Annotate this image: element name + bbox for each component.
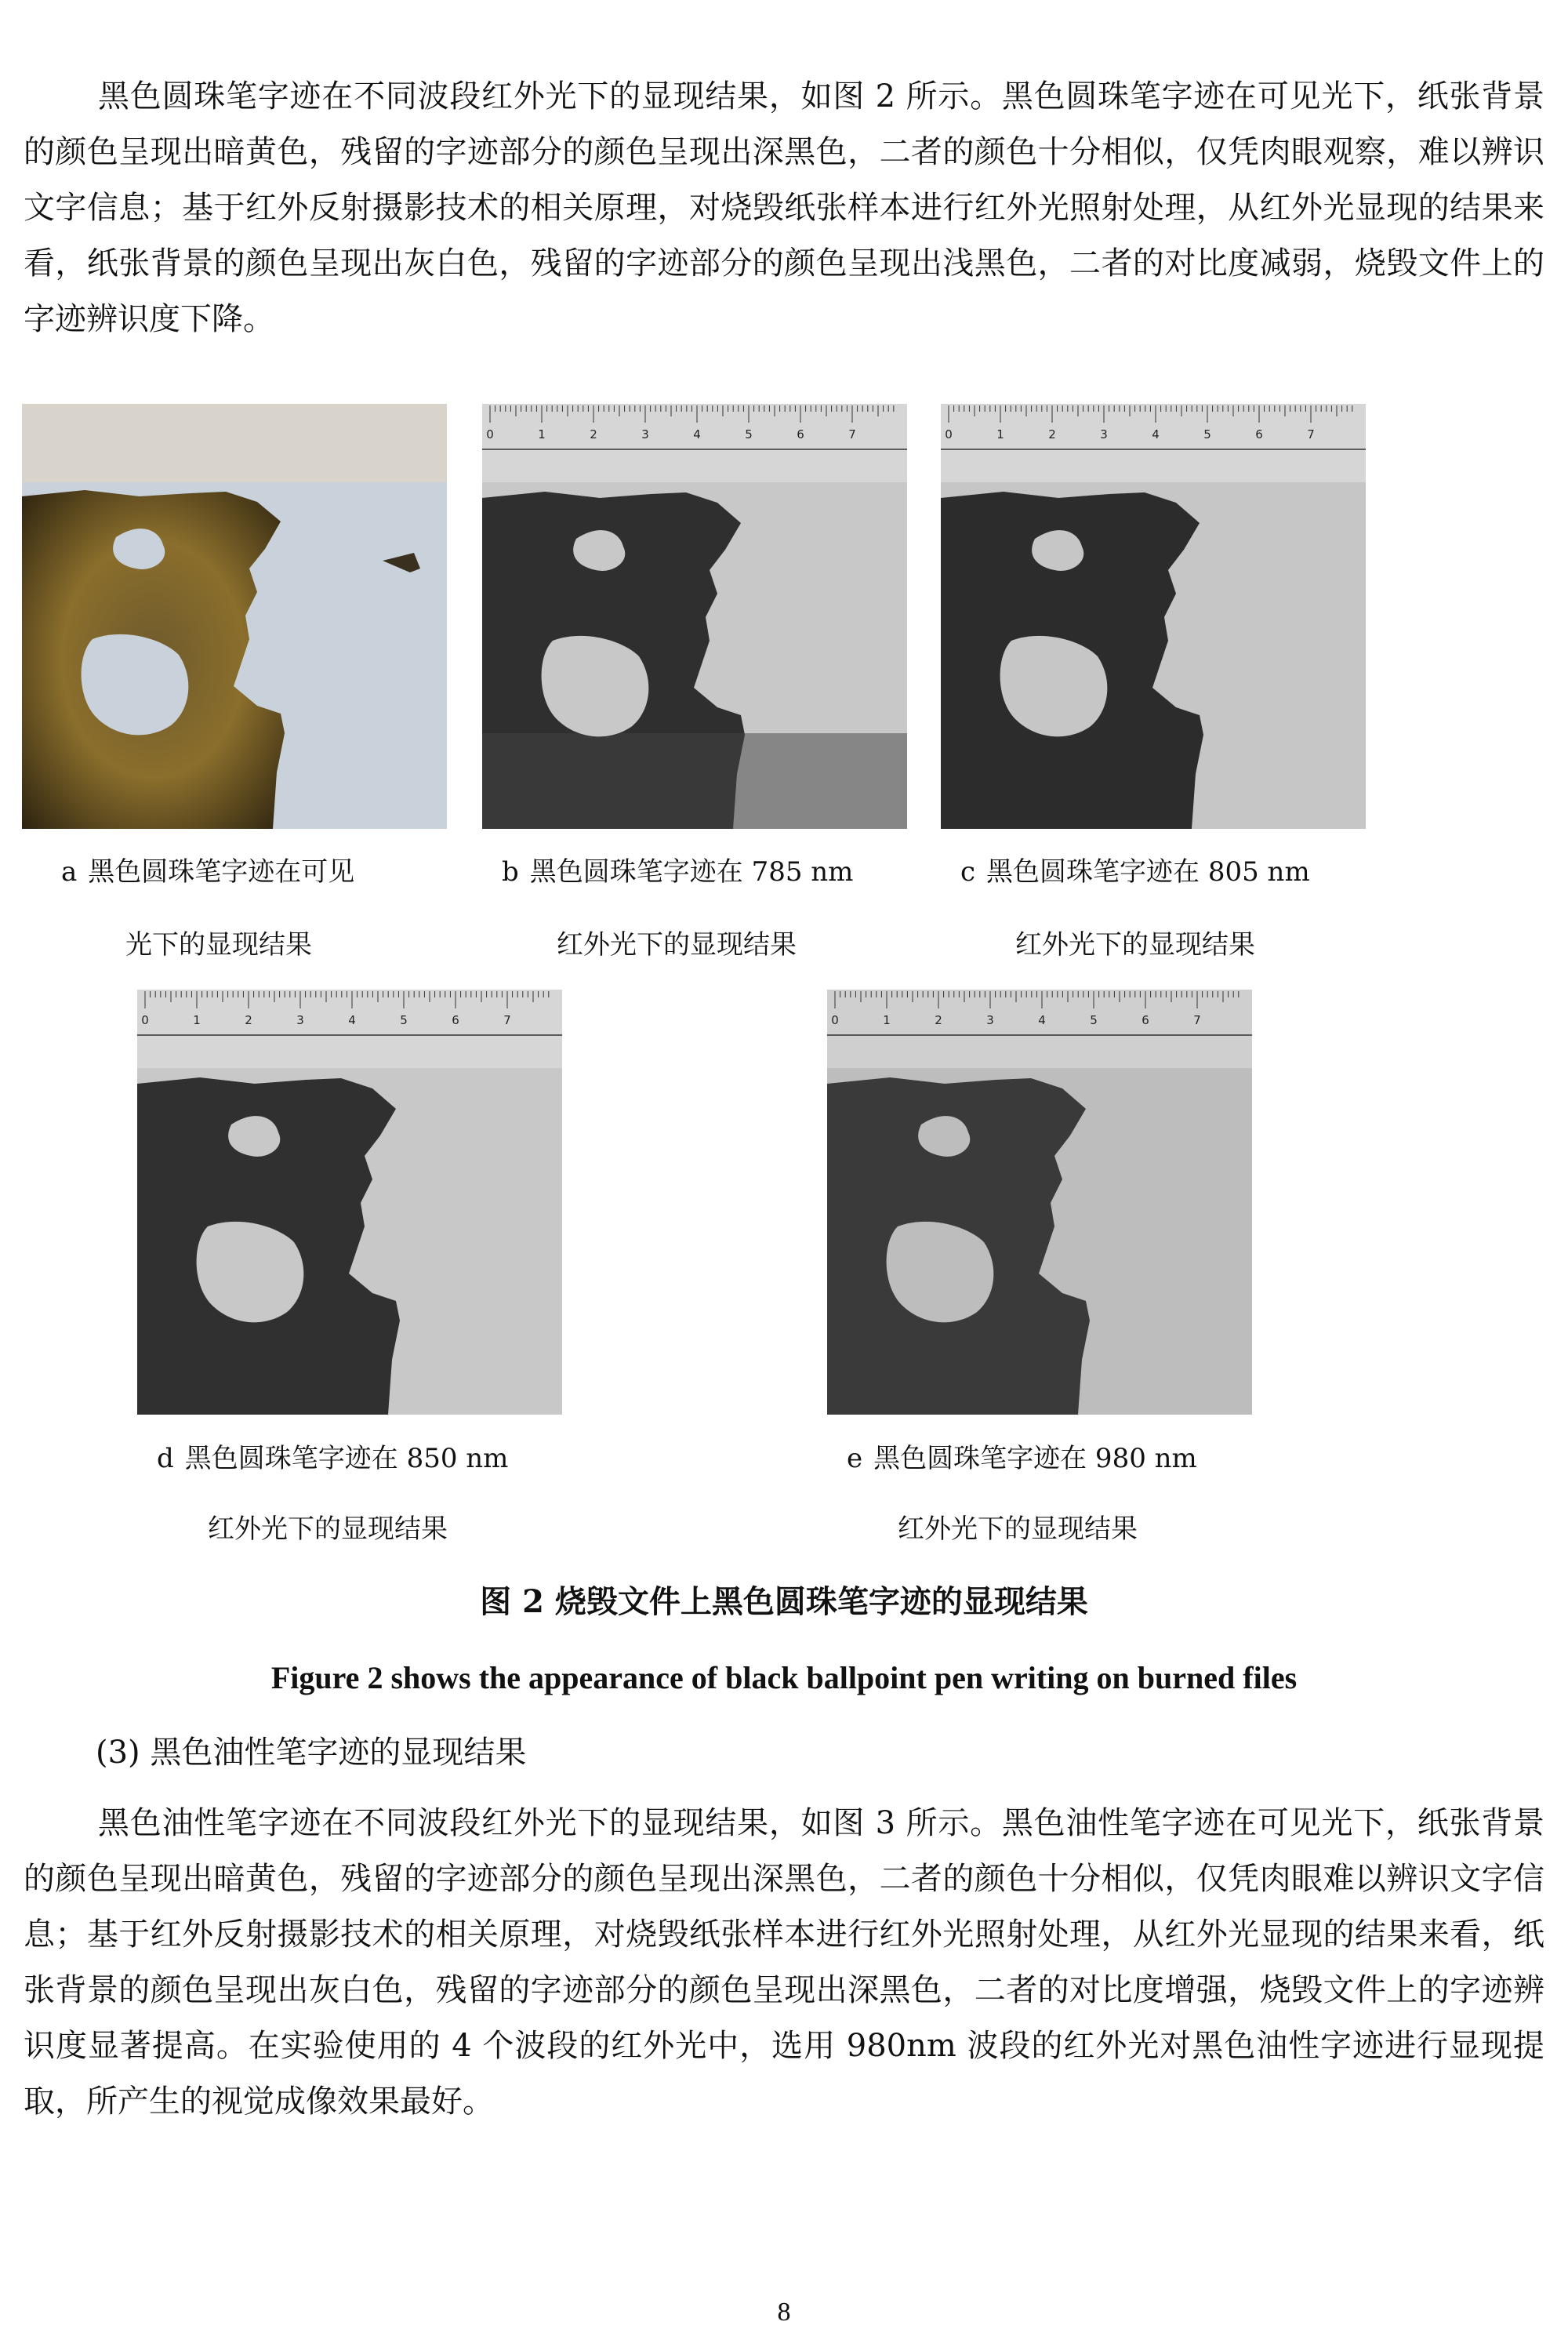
ruler-number: 0: [945, 427, 953, 441]
ruler-number: 0: [141, 1013, 149, 1027]
figure-e-caption-line1: e 黑色圆珠笔字迹在 980 nm: [847, 1443, 1197, 1474]
page-number: 8: [777, 2298, 791, 2327]
ruler-number: 5: [1203, 427, 1211, 441]
ruler-number: 5: [400, 1013, 408, 1027]
paragraph-1: 黑色圆珠笔字迹在不同波段红外光下的显现结果，如图 2 所示。黑色圆珠笔字迹在可见光下，纸张背景的颜色呈现出暗黄色，残留的字迹部分的颜色呈现出深黑色，二者的颜色十分相似，仅凭肉眼观察，难以辨识文字信息；基于红外反射摄影技术的相关原理，对烧毁纸张样本进行红外光照射处理，从红外光显现的结果来看，纸张背景的颜色呈现出灰白色，残留的字迹部分的颜色呈现出浅黑色，二者的对比度减弱，烧毁文件上的字迹辨识度下降。: [24, 78, 1544, 337]
ruler-number: 4: [1152, 427, 1160, 441]
figure-title-cn: 图 2 烧毁文件上黑色圆珠笔字迹的显现结果: [480, 1583, 1088, 1620]
ruler-number: 6: [452, 1013, 459, 1027]
ruler-number: 0: [831, 1013, 839, 1027]
figure-c-image: [941, 404, 1366, 829]
figure-e-image: [827, 990, 1252, 1415]
ruler-number: 2: [590, 427, 597, 441]
ruler-number: 5: [745, 427, 753, 441]
ruler-number: 2: [1048, 427, 1056, 441]
figure-a-caption-line2: 光下的显现结果: [125, 929, 312, 961]
ruler-number: 3: [986, 1013, 994, 1027]
ruler-number: 7: [503, 1013, 511, 1027]
figure-d-caption-line2: 红外光下的显现结果: [208, 1513, 448, 1545]
figure-a-caption-line1: a 黑色圆珠笔字迹在可见: [61, 856, 355, 888]
ruler-number: 7: [1307, 427, 1315, 441]
ruler-number: 1: [538, 427, 546, 441]
subheading: (3) 黑色油性笔字迹的显现结果: [96, 1735, 527, 1771]
figure-b-caption-line2: 红外光下的显现结果: [557, 929, 797, 961]
ruler-number: 4: [348, 1013, 356, 1027]
ruler-number: 3: [296, 1013, 304, 1027]
ruler-number: 1: [996, 427, 1004, 441]
figure-d-image: [137, 990, 562, 1415]
figure-b-image: [482, 404, 907, 829]
ruler-number: 4: [1038, 1013, 1046, 1027]
ruler-number: 6: [1255, 427, 1263, 441]
paragraph-2: 黑色油性笔字迹在不同波段红外光下的显现结果，如图 3 所示。黑色油性笔字迹在可见光下，纸张背景的颜色呈现出暗黄色，残留的字迹部分的颜色呈现出深黑色，二者的颜色十分相似，仅凭肉眼难以辨识文字信息；基于红外反射摄影技术的相关原理，对烧毁纸张样本进行红外光照射处理，从红外光显现的结果来看，纸张背景的颜色呈现出灰白色，残留的字迹部分的颜色呈现出深黑色，二者的对比度增强，烧毁文件上的字迹辨识度显著提高。在实验使用的 4 个波段的红外光中，选用 980nm 波段的红外光对黑色油性字迹进行显现提取，所产生的视觉成像效果最好。: [24, 1805, 1544, 2120]
ruler-number: 3: [641, 427, 649, 441]
ruler-number: 5: [1090, 1013, 1098, 1027]
ruler-number: 7: [848, 427, 856, 441]
figure-b-caption-line1: b 黑色圆珠笔字迹在 785 nm: [502, 856, 854, 888]
ruler-number: 0: [486, 427, 494, 441]
figure-title-en: Figure 2 shows the appearance of black ballpoint pen writing on burned files: [270, 1660, 1298, 1695]
ruler-number: 7: [1193, 1013, 1201, 1027]
figure-c-caption-line1: c 黑色圆珠笔字迹在 805 nm: [960, 856, 1310, 888]
ruler-number: 4: [693, 427, 701, 441]
figure-c-caption-line2: 红外光下的显现结果: [1015, 929, 1255, 961]
ruler-number: 3: [1100, 427, 1108, 441]
ruler-number: 6: [797, 427, 804, 441]
ruler-number: 6: [1142, 1013, 1149, 1027]
figure-e-caption-line2: 红外光下的显现结果: [898, 1513, 1138, 1545]
figure-d-caption-line1: d 黑色圆珠笔字迹在 850 nm: [157, 1443, 509, 1474]
figure-a-image: [22, 404, 447, 829]
ruler-number: 2: [245, 1013, 252, 1027]
ruler-number: 1: [883, 1013, 891, 1027]
ruler-number: 2: [935, 1013, 942, 1027]
ruler-number: 1: [193, 1013, 201, 1027]
